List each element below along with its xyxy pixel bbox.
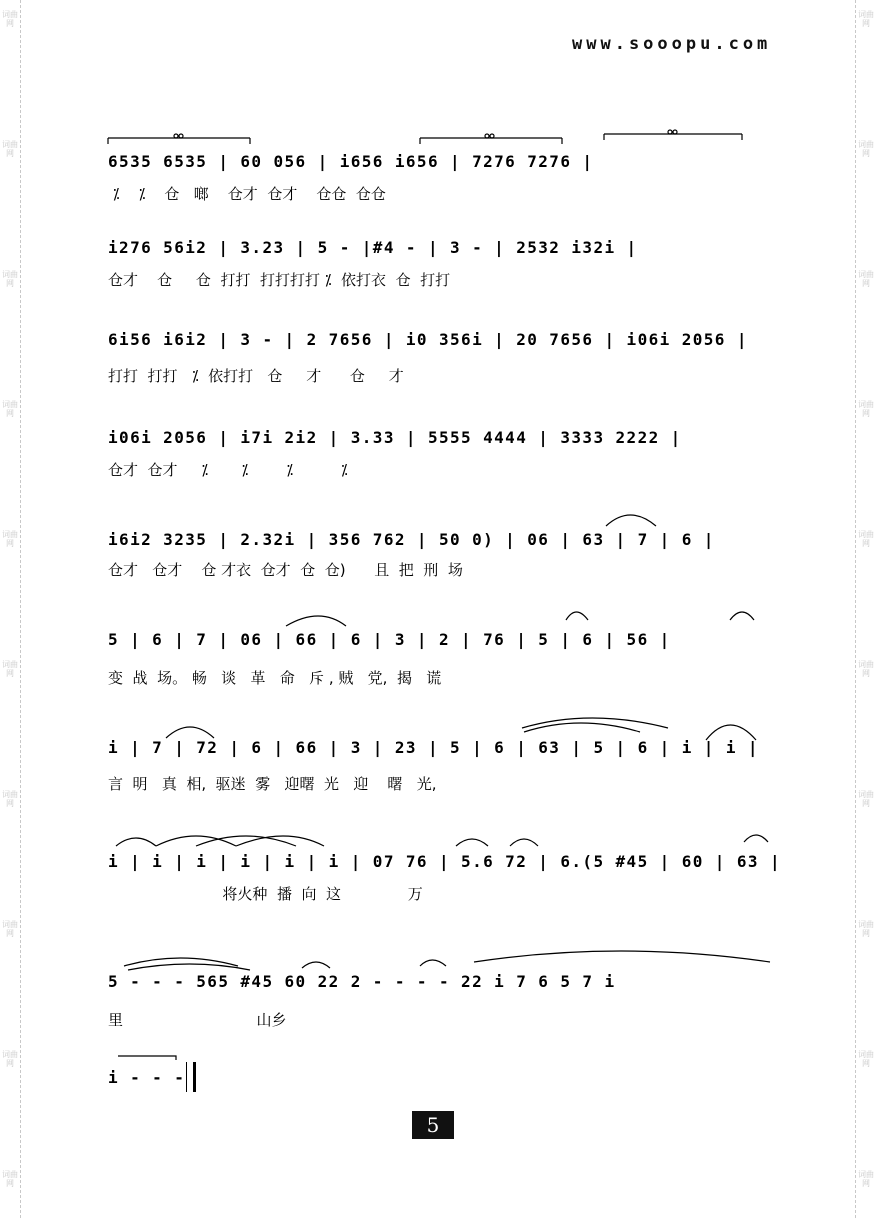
watermark-text: 词曲网 (2, 1170, 18, 1188)
watermark-text: 词曲网 (858, 1050, 874, 1068)
watermark-text: 词曲网 (2, 10, 18, 28)
lyric-line: 仓才 仓才 ⁒ ⁒ ⁒ ⁒ (108, 461, 348, 479)
slur (510, 839, 538, 846)
tie-line (118, 1056, 176, 1060)
site-url: www.sooopu.com (572, 34, 772, 54)
lyric-line: 变 战 场。 畅 谈 革 命 斥 , 贼 党, 揭 谎 (108, 669, 442, 687)
lyric-line: 仓才 仓才 仓 才衣 仓才 仓 仓) 且 把 刑 场 (108, 561, 463, 579)
watermark-text: 词曲网 (858, 660, 874, 678)
slur (744, 835, 768, 842)
watermark-text: 词曲网 (2, 920, 18, 938)
watermark-text: 词曲网 (858, 10, 874, 28)
watermark-text: 词曲网 (2, 400, 18, 418)
lyric-line: 仓才 仓 仓 打打 打打打打 ⁒ 依打衣 仓 打打 (108, 271, 451, 289)
watermark-text: 词曲网 (2, 530, 18, 548)
slur (124, 958, 238, 966)
slur (524, 723, 640, 732)
lyric-line: 言 明 真 相, 驱迷 雾 迎曙 光 迎 曙 光, (108, 775, 437, 793)
notation-line: 5 - - - 565 #45 60 22 2 - - - - 22 i 7 6 5 7 i (108, 972, 616, 991)
lyric-line: 里 山乡 (108, 1011, 287, 1029)
notation-line: i - - - (108, 1068, 186, 1087)
notation-line: i | i | i | i | i | i | 07 76 | 5.6 72 | 6.(5 #45 | 60 | 63 | (108, 852, 782, 871)
notation-line: 6535 6535 | 60 056 | i656 i656 | 7276 7276 | (108, 152, 594, 171)
notation-line: i6i2 3235 | 2.32i | 356 762 | 50 0) | 06 | 63 | 7 | 6 | (108, 530, 715, 549)
slur (474, 951, 770, 962)
slur (116, 838, 156, 846)
watermark-text: 词曲网 (858, 140, 874, 158)
final-barline (186, 1062, 196, 1092)
watermark-text: 词曲网 (2, 270, 18, 288)
repeat-bracket (108, 138, 250, 144)
slur (166, 727, 214, 738)
watermark-text: 词曲网 (2, 1050, 18, 1068)
slur (302, 962, 330, 968)
notation-line: i | 7 | 72 | 6 | 66 | 3 | 23 | 5 | 6 | 63 | 5 | 6 | i | i | (108, 738, 759, 757)
repeat-bracket (604, 134, 742, 140)
lyric-line: ⁒ ⁒ 仓 啷 仓才 仓才 仓仓 仓仓 (108, 185, 386, 203)
repeat-bracket (420, 138, 562, 144)
watermark-text: 词曲网 (858, 530, 874, 548)
lyric-line: 打打 打打 ⁒ 依打打 仓 才 仓 才 (108, 367, 404, 385)
notation-line: 6i56 i6i2 | 3 - | 2 7656 | i0 356i | 20 7656 | i06i 2056 | (108, 330, 748, 349)
page-number: 5 (412, 1111, 454, 1139)
slur (420, 960, 446, 966)
watermark-text: 词曲网 (858, 920, 874, 938)
watermark-text: 词曲网 (858, 270, 874, 288)
notation-line: 5 | 6 | 7 | 06 | 66 | 6 | 3 | 2 | 76 | 5 | 6 | 56 | (108, 630, 671, 649)
lyric-line: 将火种 播 向 这 万 (108, 885, 423, 903)
watermark-text: 词曲网 (858, 790, 874, 808)
slur (566, 612, 588, 620)
notation-line: i276 56i2 | 3.23 | 5 - |#4 - | 3 - | 2532 i32i | (108, 238, 638, 257)
notation-line: i06i 2056 | i7i 2i2 | 3.33 | 5555 4444 | 3333 2222 | (108, 428, 682, 447)
slur (730, 612, 754, 620)
watermark-text: 词曲网 (858, 400, 874, 418)
slur (286, 616, 346, 626)
slur (456, 839, 488, 846)
watermark-text: 词曲网 (2, 790, 18, 808)
watermark-text: 词曲网 (2, 660, 18, 678)
slur (606, 515, 656, 526)
watermark-text: 词曲网 (858, 1170, 874, 1188)
watermark-text: 词曲网 (2, 140, 18, 158)
